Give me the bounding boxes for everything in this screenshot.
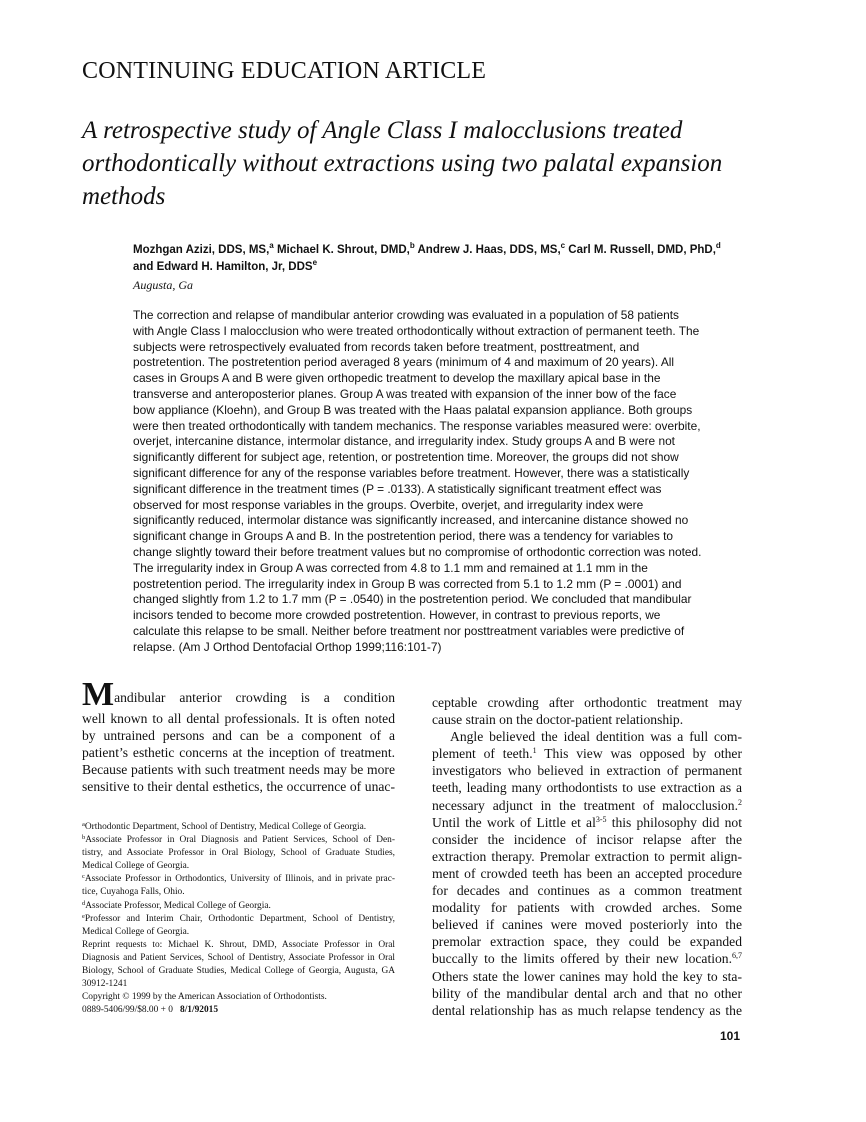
line-text: consider the incidence of incisor relapse after the bbox=[432, 831, 742, 847]
abstract-line aline: significant change in Groups A and B. In the postretention period, there was a tendency for variables to bbox=[133, 529, 674, 544]
abstract-line aline: bow appliance (Kloehn), and Group B was treated with the Haas palatal expansion appliance. Both groups bbox=[133, 402, 693, 417]
author-name: Carl M. Russell, DMD, PhD, bbox=[565, 244, 716, 256]
line-text: bility of the mandibular dental arch and that no other bbox=[432, 985, 742, 1001]
article-title: A retrospective study of Angle Class I malocclusions treated orthodontically without extractions using two palatal expansion methods bbox=[82, 117, 723, 210]
text-line bbox=[82, 676, 395, 713]
footnote bbox=[82, 939, 395, 991]
line-text: modality for patients with crowded arches. Some bbox=[432, 900, 742, 916]
line-text: well known to all dental professionals. It is often noted bbox=[82, 711, 395, 726]
paragraph bbox=[82, 676, 395, 795]
line-text: believed if canines were moved posteriorly into the bbox=[432, 917, 742, 933]
abstract-line aline: postretention period. The irregularity index in Group B was corrected from 5.1 to 1.2 mm (P = .0001) and bbox=[133, 576, 682, 591]
affiliation-marker: a bbox=[269, 241, 274, 250]
abstract-line aline: calculate this relapse to be small. Neither before treatment nor posttreatment variables were predictive of bbox=[133, 623, 685, 638]
abstract-line aline: The correction and relapse of mandibular anterior crowding was evaluated in a population of 58 patients bbox=[133, 308, 679, 322]
drop-cap: M bbox=[82, 676, 115, 713]
reference-superscript: 6,7 bbox=[732, 951, 742, 961]
line-text: cause strain on the doctor-patient relationship. bbox=[432, 712, 684, 728]
paragraph bbox=[432, 694, 742, 728]
author-name: Mozhgan Azizi, DDS, MS, bbox=[133, 244, 270, 256]
abstract-line aline: subjects were retrospectively evaluated from records taken before treatment, posttreatment, and bbox=[133, 339, 640, 354]
affiliation-marker: b bbox=[409, 241, 415, 250]
text-line bbox=[432, 694, 742, 711]
abstract-line aline: cases in Groups A and B were given orthopedic treatment to develop the maxillary apical base in the bbox=[133, 371, 661, 386]
footnote-line: Copyright © 1999 by the American Association of Orthodontists. bbox=[82, 992, 327, 1003]
text-line bbox=[432, 831, 742, 848]
abstract-line aline: transverse and anteroposterior planes. Group A was treated with expansion of the inner bow of the face bbox=[133, 386, 677, 401]
affiliation-marker: d bbox=[715, 241, 721, 250]
abstract-line aline: incisors tended to become more crowded postretention. However, in contrast to previous reports, we bbox=[133, 608, 661, 623]
reference-superscript: a bbox=[82, 821, 85, 828]
line-text: Because patients with such treatment needs may be more bbox=[82, 762, 395, 778]
abstract-line aline: The irregularity index in Group A was corrected from 4.8 to 1.1 mm and remained at 1.1 mm in the bbox=[133, 560, 648, 575]
footnote-line: 0889-5406/99/$8.00 + 0 8/1/92015 bbox=[82, 1005, 219, 1016]
author-list bbox=[133, 242, 773, 276]
line-text: necessary adjunct in the treatment of malocclusion.$^2$ bbox=[432, 797, 742, 813]
footnote-line: $^e$Professor and Interim Chair, Orthodontic Department, School of Dentistry, bbox=[82, 912, 395, 924]
text-line bbox=[432, 916, 742, 933]
footnote-line: Medical College of Georgia. bbox=[82, 861, 190, 872]
line-text: Others state the lower canines may hold the key to sta- bbox=[432, 968, 742, 984]
text-line bbox=[82, 710, 395, 727]
abstract-line aline: with Angle Class I malocclusion who were treated orthodontically without extraction of permanent teeth. The bbox=[133, 323, 700, 338]
reference-superscript: 1 bbox=[532, 746, 537, 756]
text-line bbox=[432, 745, 742, 762]
abstract-line aline: significantly different for subject age, retention, or postretention time. Moreover, the groups did not show bbox=[133, 450, 679, 465]
reference-superscript: c bbox=[82, 873, 85, 881]
reference-superscript: d bbox=[82, 899, 86, 907]
text-line bbox=[432, 865, 742, 882]
line-text: sensitive to their dental esthetics, the occurrence of unac- bbox=[82, 779, 395, 795]
text-line bbox=[432, 762, 742, 779]
line-text: dental relationship has as much relapse tendency as the bbox=[432, 1002, 742, 1018]
text-line bbox=[432, 882, 742, 899]
footnote bbox=[82, 991, 395, 1004]
text-line bbox=[432, 950, 742, 967]
article-code: 8/1/92015 bbox=[180, 1005, 219, 1016]
abstract-line aline: observed for most response variables in the groups. Overbite, overjet, and irregularity index were bbox=[133, 497, 644, 512]
author-name: and Edward H. Hamilton, Jr, DDS bbox=[133, 261, 313, 273]
section-heading: CONTINUING EDUCATION ARTICLE bbox=[82, 58, 487, 84]
abstract-line aline: significant difference in the treatment times (P = .0133). A statistically significant treatment effect was bbox=[133, 481, 662, 496]
footnote bbox=[82, 873, 395, 899]
line-text: Until the work of Little et $al^{3-5}$ this philosophy did not bbox=[432, 814, 742, 830]
line-text: buccally to the limits offered by their new location.$^{6,7}$ bbox=[432, 951, 742, 967]
text-line bbox=[432, 814, 742, 831]
author-name: Michael K. Shrout, DMD, bbox=[273, 244, 410, 256]
text-line bbox=[82, 727, 395, 744]
line-text: teeth, leading many orthodontists to use extraction as a bbox=[432, 780, 742, 796]
affiliation-marker: e bbox=[312, 258, 318, 267]
footnote-line: $^a$Orthodontic Department, School of Dentistry, Medical College of Georgia. bbox=[82, 821, 367, 832]
author-location: Augusta, Ga bbox=[133, 278, 193, 292]
reference-superscript: 2 bbox=[738, 797, 742, 807]
text-line bbox=[432, 797, 742, 814]
text-line bbox=[82, 744, 395, 761]
abstract-line aline: changed slightly from 1.2 to 1.7 mm (P = .0540) in the postretention period. We concluded that mandibular bbox=[133, 592, 692, 607]
footnote bbox=[82, 900, 395, 913]
text-line bbox=[82, 761, 395, 778]
text-line bbox=[432, 1002, 742, 1019]
paragraph bbox=[432, 728, 742, 1019]
abstract-line aline: significantly reduced, intermolar distance was significantly increased, and intercanine distance showed no bbox=[133, 513, 689, 528]
line-text: Angle believed the ideal dentition was a full com- bbox=[450, 729, 742, 745]
line-text: by untrained persons and can be a component of a bbox=[82, 728, 395, 744]
reference-superscript: b bbox=[82, 834, 86, 842]
line-text: andibular anterior crowding is a condition bbox=[114, 690, 395, 705]
line-text: ment of crowded teeth has been an accepted procedure bbox=[432, 865, 742, 881]
line-text: ceptable crowding after orthodontic treatment may bbox=[432, 695, 742, 710]
text-line bbox=[432, 711, 742, 728]
text-line bbox=[82, 778, 395, 795]
body-column-left bbox=[82, 676, 395, 795]
footnote-line: Reprint requests to: Michael K. Shrout, DMD, Associate Professor in Oral bbox=[82, 939, 395, 950]
page-number: 101 bbox=[720, 1029, 741, 1043]
abstract-line aline: change slightly toward their before treatment values but no compromise of orthodontic correction was noted. bbox=[133, 544, 702, 559]
abstract-line aline: postretention. The postretention period averaged 8 years (minimum of 4 and maximum of 20 years). All bbox=[133, 355, 675, 370]
abstract bbox=[133, 308, 753, 656]
footnote-line: tice, Cuyahoga Falls, Ohio. bbox=[82, 887, 185, 898]
footnote bbox=[82, 1004, 395, 1017]
footnote-line: Medical College of Georgia. bbox=[82, 926, 190, 937]
text-line bbox=[432, 728, 742, 745]
text-line bbox=[432, 848, 742, 865]
footnotes bbox=[82, 821, 395, 1017]
line-text: patient’s esthetic concerns at the inception of treatment. bbox=[82, 745, 395, 761]
footnote bbox=[82, 834, 395, 873]
text-line bbox=[432, 899, 742, 916]
footnote bbox=[82, 913, 395, 939]
abstract-line aline: relapse. (Am J Orthod Dentofacial Orthop 1999;116:101-7) bbox=[133, 639, 442, 654]
footnote-line: $^d$Associate Professor, Medical College of Georgia. bbox=[82, 899, 271, 911]
abstract-line aline: were then treated orthodontically with tandem mechanics. The response variables measured were: overbite, bbox=[133, 418, 701, 433]
text-line bbox=[432, 779, 742, 796]
line-text: plement of teeth.$^1$ This view was opposed by other bbox=[432, 746, 742, 762]
line-text: extraction therapy. Premolar extraction to permit align- bbox=[432, 848, 742, 864]
footnote-line: $^b$Associate Professor in Oral Diagnosis and Patient Services, School of Den- bbox=[82, 834, 395, 846]
line-text: for decades and continues as a common treatment bbox=[432, 883, 742, 899]
body-column-right bbox=[432, 694, 742, 1019]
line-text: investigators who believed in extraction of permanent bbox=[432, 763, 742, 779]
footnote-line: Diagnosis and Patient Services, School of Dentistry, Associate Professor in Oral bbox=[82, 952, 395, 963]
footnote bbox=[82, 821, 395, 834]
text-line bbox=[432, 985, 742, 1002]
footnote-line: tistry, and Associate Professor in Oral Biology, School of Graduate Studies, bbox=[82, 848, 395, 859]
text-line bbox=[432, 968, 742, 985]
abstract-line aline: significant difference for any of the response variables before treatment. However, there was a statistically bbox=[133, 465, 690, 480]
reference-superscript: e bbox=[82, 912, 85, 920]
text-line bbox=[432, 933, 742, 950]
author-name: Andrew J. Haas, DDS, MS, bbox=[414, 244, 561, 256]
line-text: premolar extraction space, they could be expanded bbox=[432, 934, 742, 950]
abstract-line aline: overjet, intercanine distance, intermolar distance, and irregularity index. Study groups A and B were not bbox=[133, 434, 675, 449]
affiliation-marker: c bbox=[560, 241, 566, 250]
footnote-line: Biology, School of Graduate Studies, Medical College of Georgia, Augusta, GA bbox=[82, 966, 395, 977]
footnote-line: 30912-1241 bbox=[82, 979, 128, 990]
reference-superscript: 3-5 bbox=[595, 814, 607, 824]
footnote-line: $^c$Associate Professor in Orthodontics, University of Illinois, and in private prac- bbox=[82, 873, 395, 885]
